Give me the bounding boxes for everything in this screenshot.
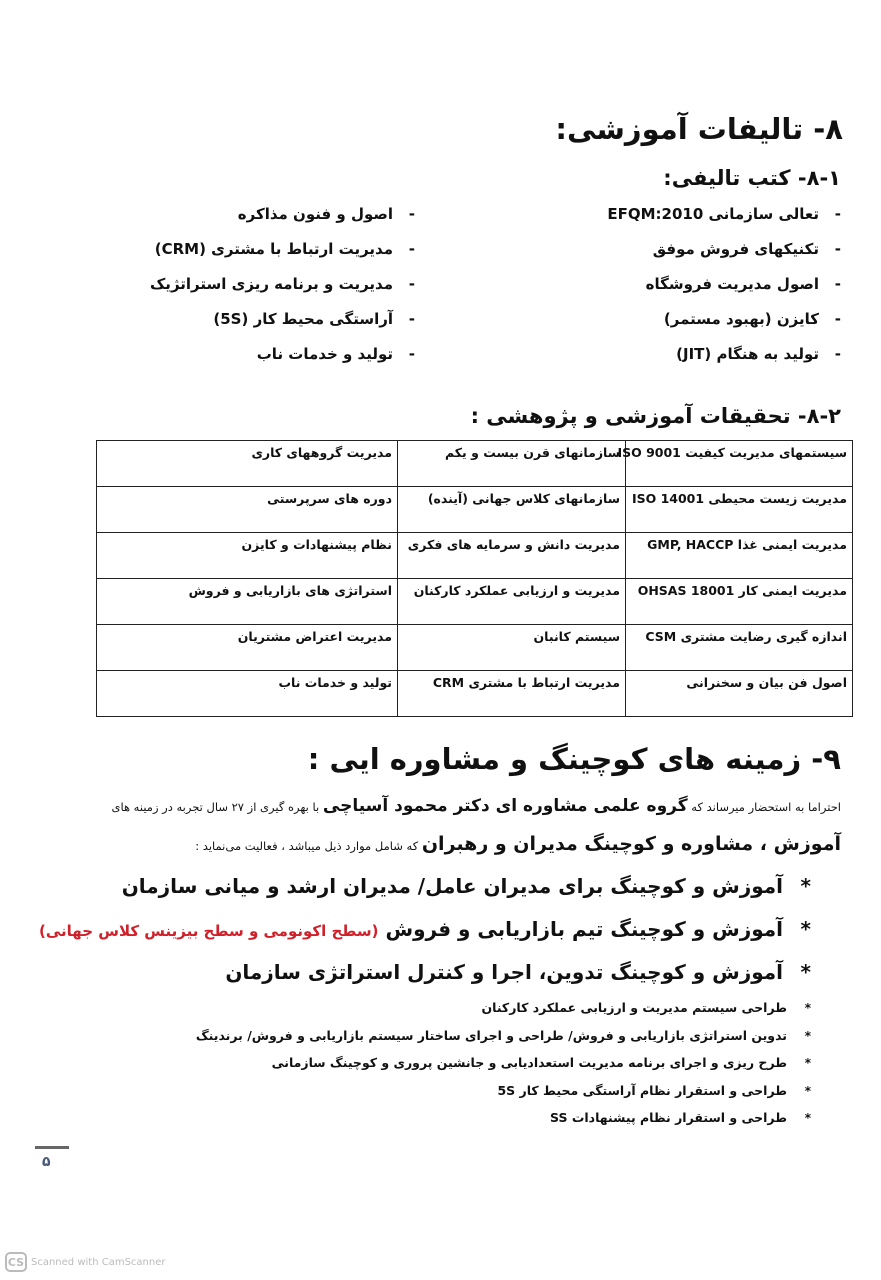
intro-text: با بهره گیری از ۲۷ سال تجربه در زمینه های: [111, 800, 323, 814]
intro-emphasis: آموزش ، مشاوره و کوچینگ مدیران و رهبران: [421, 833, 841, 855]
intro-line-1: [111, 796, 841, 816]
sub-service-item: *طرح ریزی و اجرای برنامه مدیریت استعدادیابی و جانشین پروری و کوچینگ سازمانی: [271, 1055, 811, 1070]
table-cell: تولید و خدمات ناب: [97, 671, 398, 717]
table-cell: مدیریت ایمنی کار OHSAS 18001: [626, 579, 853, 625]
table-cell: مدیریت زیست محیطی ISO 14001: [626, 487, 853, 533]
page-number-divider: [35, 1146, 69, 1149]
table-row: [97, 441, 853, 487]
consulting-group-name: گروه علمی مشاوره ای دکتر محمود آسیاچی: [322, 796, 688, 816]
book-item: -تعالی سازمانی EFQM:2010: [607, 205, 841, 223]
books-subtitle: ۸-۱- کتب تالیفی:: [663, 166, 841, 190]
table-cell: سازمانهای کلاس جهانی (آینده): [398, 487, 626, 533]
table-row: [97, 625, 853, 671]
book-item: -آراستگی محیط کار (5S): [213, 310, 415, 328]
book-item: -تولید به هنگام (JIT): [676, 345, 841, 363]
books-right-column: [607, 205, 841, 380]
sub-service-item: *تدوین استراتژی بازاریابی و فروش/ طراحی و اجرای ساختار سیستم بازاریابی و فروش/ برندینگ: [195, 1027, 811, 1043]
table-cell: نظام پیشنهادات و کایزن: [97, 533, 398, 579]
table-row: [97, 579, 853, 625]
page-number: ۵: [42, 1154, 51, 1170]
book-item: -مدیریت و برنامه ریزی استراتژیک: [149, 275, 415, 293]
section-9-title: ۹- زمینه های کوچینگ و مشاوره ایی :: [307, 742, 841, 776]
table-cell: مدیریت دانش و سرمایه های فکری: [398, 533, 626, 579]
book-item: -مدیریت ارتباط با مشتری (CRM): [154, 240, 415, 258]
book-item: -تکنیکهای فروش موفق: [652, 240, 841, 258]
table-cell: مدیریت اعتراض مشتریان: [97, 625, 398, 671]
main-service-item: *آموزش و کوچینگ تدوین، اجرا و کنترل استراتژی سازمان: [225, 960, 811, 984]
camscanner-text: Scanned with CamScanner: [31, 1256, 166, 1268]
table-row: [97, 671, 853, 717]
intro-text: که شامل موارد ذیل میباشد ، فعالیت می‌نماید :: [195, 839, 422, 853]
section-8-title: ۸- تالیفات آموزشی:: [555, 112, 843, 146]
table-row: [97, 487, 853, 533]
books-left-column: [150, 205, 415, 380]
book-item: -کایزن (بهبود مستمر): [663, 310, 841, 328]
research-table: [96, 440, 853, 717]
table-cell: اصول فن بیان و سخنرانی: [626, 671, 853, 717]
sub-service-item: *طراحی سیستم مدیریت و ارزیابی عملکرد کارکنان: [481, 1000, 811, 1015]
research-subtitle: ۸-۲- تحقیقات آموزشی و پژوهشی :: [470, 404, 841, 428]
table-cell: مدیریت ایمنی غذا GMP, HACCP: [626, 533, 853, 579]
table-cell: مدیریت گروههای کاری: [97, 441, 398, 487]
service-level-note: (سطح اکونومی و سطح بیزینس کلاس جهانی): [39, 922, 379, 940]
table-cell: مدیریت ارتباط با مشتری CRM: [398, 671, 626, 717]
table-cell: اندازه گیری رضایت مشتری CSM: [626, 625, 853, 671]
main-service-item: *آموزش و کوچینگ تیم بازاریابی و فروش (سطح اکونومی و سطح بیزینس کلاس جهانی): [39, 917, 811, 941]
book-item: -تولید و خدمات ناب: [256, 345, 415, 363]
main-service-item: *آموزش و کوچینگ برای مدیران عامل/ مدیران ارشد و میانی سازمان: [121, 874, 811, 898]
table-cell: سیستم کانبان: [398, 625, 626, 671]
camscanner-logo-icon: CS: [5, 1252, 27, 1272]
table-row: [97, 533, 853, 579]
table-cell: سیستمهای مدیریت کیفیت ISO 9001: [626, 441, 853, 487]
sub-service-item: *طراحی و استقرار نظام آراستگی محیط کار 5S: [497, 1082, 811, 1098]
intro-line-2: [195, 833, 841, 855]
intro-text: احتراما به استحضار میرساند که: [687, 800, 841, 814]
camscanner-watermark: [5, 1252, 166, 1272]
table-cell: سازمانهای قرن بیست و یکم: [398, 441, 626, 487]
table-cell: مدیریت و ارزیابی عملکرد کارکنان: [398, 579, 626, 625]
main-services-list: [39, 874, 811, 1003]
table-cell: دوره های سرپرستی: [97, 487, 398, 533]
book-item: -اصول و فنون مذاکره: [237, 205, 415, 223]
book-item: -اصول مدیریت فروشگاه: [645, 275, 841, 293]
sub-services-list: [196, 1000, 811, 1138]
table-cell: استراتژی های بازاریابی و فروش: [97, 579, 398, 625]
sub-service-item: *طراحی و استقرار نظام پیشنهادات SS: [550, 1110, 811, 1125]
